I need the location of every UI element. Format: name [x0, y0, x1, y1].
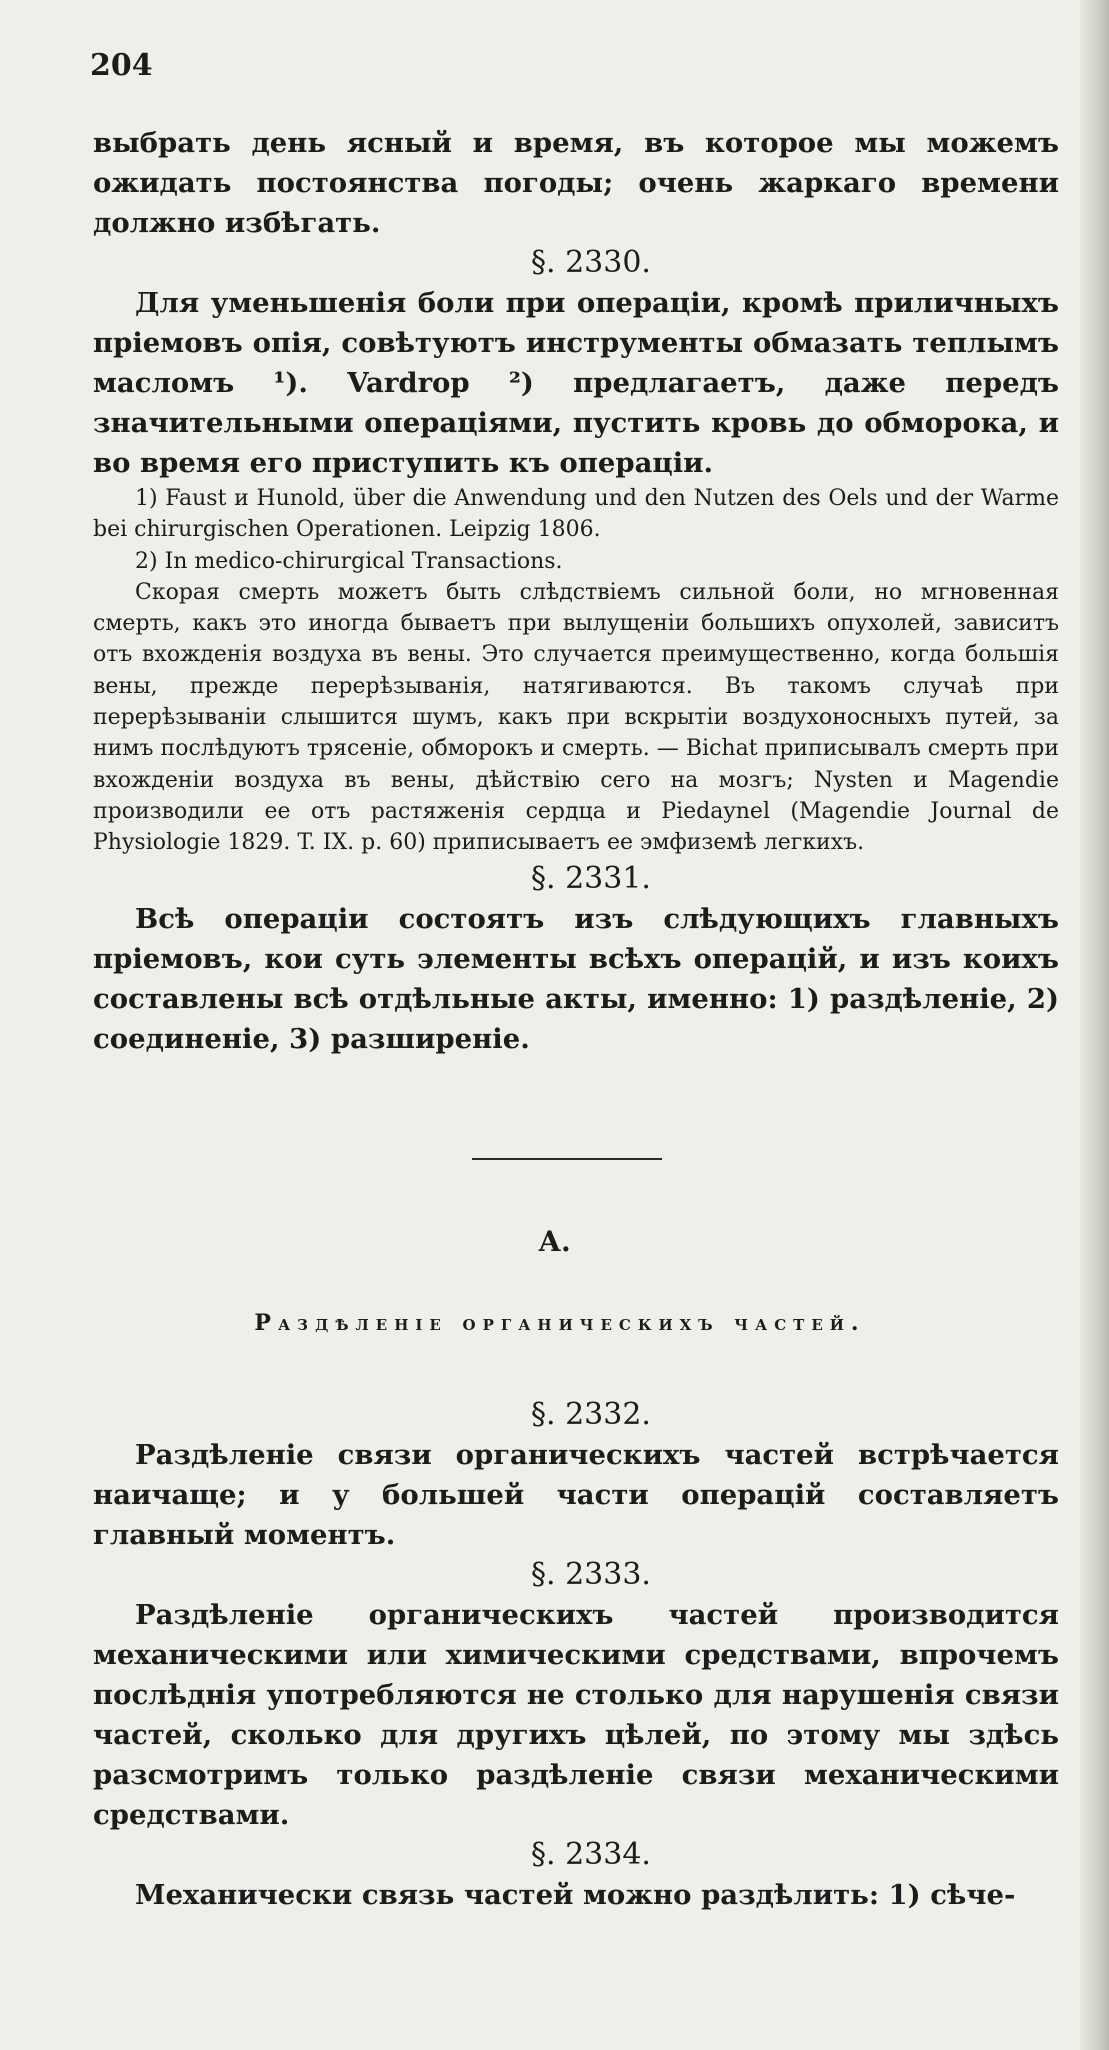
- section-divider: [472, 1158, 662, 1160]
- section-2332-paragraph: Раздѣленіе связи органическихъ частей встрѣчается наичаще; и у большей части операцій составляетъ главный моментъ.: [93, 1439, 1059, 1551]
- footnote-2: 2) In medico-chirurgical Transactions.: [135, 548, 563, 574]
- section-2334-paragraph: Механически связь частей можно раздѣлить: 1) сѣче-: [135, 1879, 1016, 1911]
- upper-text-block: [93, 123, 1059, 1059]
- page-edge: [1080, 0, 1109, 2050]
- page-number: 204: [90, 48, 153, 83]
- section-2331-heading: §. 2331.: [531, 860, 651, 896]
- lower-text-block: [93, 1395, 1059, 1915]
- section-2332-heading: §. 2332.: [531, 1397, 651, 1432]
- section-2330-paragraph: Для уменьшенія боли при операціи, кромѣ приличныхъ пріемовъ опія, совѣтуютъ инструменты обмазать теплымъ масломъ ¹). Vardrop ²) предлагаетъ, даже передъ значительными операціями, пустить кровь до обморока, и во время его приступить къ операціи.: [93, 287, 1059, 479]
- section-2333-paragraph: Раздѣленіе органическихъ частей производится механическими или химическими средствами, впрочемъ послѣднія употребляются не столько для нарушенія связи частей, сколько для другихъ цѣлей, по этому мы здѣсь разсмотримъ только раздѣленіе связи механическими средствами.: [93, 1599, 1059, 1831]
- footnote-text: Скорая смерть можетъ быть слѣдствіемъ сильной боли, но мгновенная смерть, какъ это иногда бываетъ при вылущеніи большихъ опухолей, зависитъ отъ вхожденія воздуха въ вены. Это случается преимущественно, когда большія вены, прежде перерѣзыванія, натягиваются. Въ такомъ случаѣ при перерѣзываніи слышится шумъ, какъ при вскрытіи воздухоносныхъ путей, за нимъ послѣдуютъ трясеніе, обморокъ и смерть. — Bichat приписывалъ смерть при вхожденіи воздуха въ вены, дѣйствію сего на мозгъ; Nysten и Magendie производили ее отъ растяженія сердца и Piedaynel (Magendie Journal de Physiologie 1829. T. IX. p. 60) приписываетъ ее эмфиземѣ легкихъ.: [93, 579, 1059, 856]
- intro-paragraph: выбрать день ясный и время, въ которое мы можемъ ожидать постоянства погоды; очень жаркаго времени должно избѣгать.: [93, 127, 1059, 239]
- part-letter: А.: [538, 1225, 571, 1258]
- section-2330-heading: §. 2330.: [531, 245, 651, 280]
- footnote-1: 1) Faust и Hunold, über die Anwendung und den Nutzen des Oels und der Warme bei chirurgischen Operationen. Leipzig 1806.: [93, 486, 1059, 543]
- section-2334-heading: §. 2334.: [531, 1837, 651, 1872]
- chapter-title: Раздѣленіе органическихъ частей.: [254, 1310, 866, 1336]
- section-2333-heading: §. 2333.: [531, 1557, 651, 1592]
- section-2331-paragraph: Всѣ операціи состоятъ изъ слѣдующихъ главныхъ пріемовъ, кои суть элементы всѣхъ операцій, и изъ коихъ составлены всѣ отдѣльные акты, именно: 1) раздѣленіе, 2) соединеніе, 3) разширеніе.: [93, 902, 1059, 1055]
